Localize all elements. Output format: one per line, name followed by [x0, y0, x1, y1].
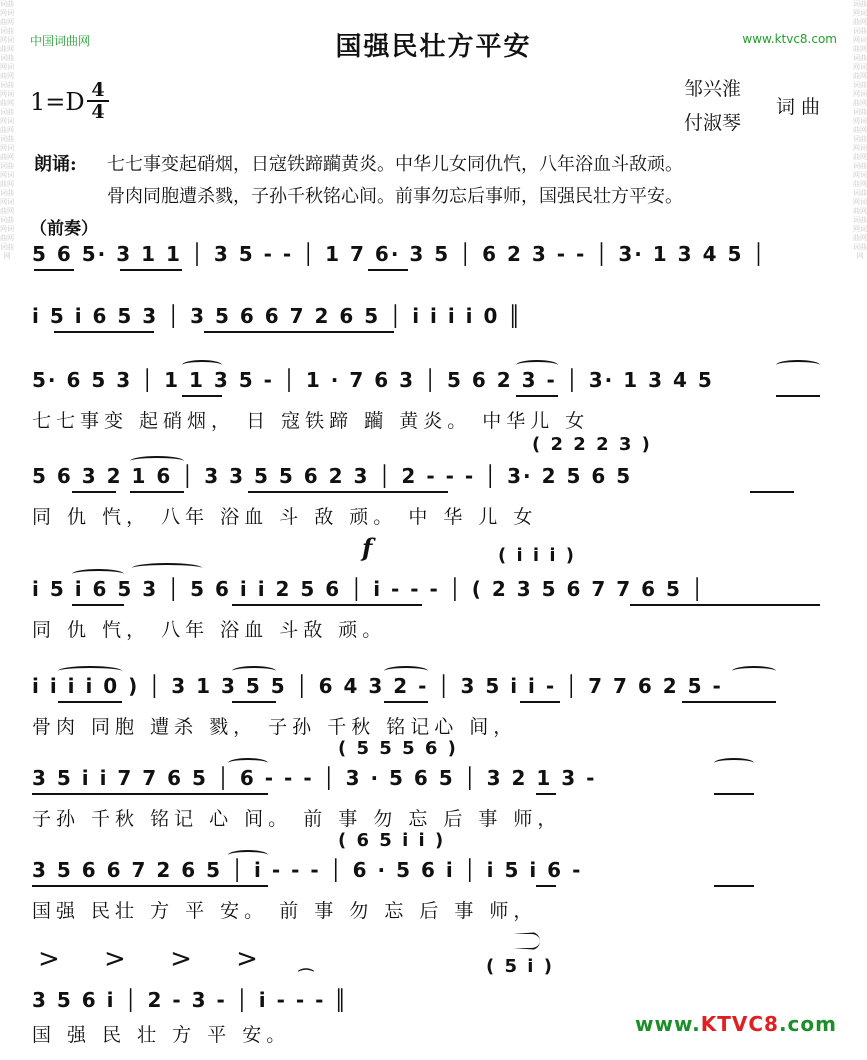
row-notes: 5 6 5· 3 1 1 │ 3 5 - - │ 1 7 6· 3 5 │ 6 2 3 - - │ 3· 1 3 4 5 │ [32, 242, 767, 266]
row-lyrics: 同 仇 忾， 八年 浴血 斗 敌 顽。 中 华 儿 女 [32, 506, 538, 528]
recitation-line-2: 骨肉同胞遭杀戮，子孙千秋铭心间。前事勿忘后事师，国强民壮方平安。 [107, 186, 683, 207]
parenthetical-notes: ( 5 i ) [486, 956, 554, 977]
time-signature-top: 4 [87, 80, 109, 102]
row-lyrics: 子孙 千秋 铭记 心 间。 前 事 勿 忘 后 事 师， [32, 808, 562, 830]
logo-prefix: www. [634, 1012, 701, 1036]
key-signature: 1=D [30, 88, 85, 116]
underline [182, 395, 222, 397]
parenthetical-notes: ( 6 5 i i ) [338, 830, 446, 851]
row-lyrics: 国强 民壮 方 平 安。 前 事 勿 忘 后 事 师， [32, 900, 538, 922]
score-row-5 [32, 533, 838, 655]
parenthetical-notes: ( 5 5 5 6 ) [338, 738, 458, 759]
row-lyrics: 骨肉 同胞 遭杀 戮， 子孙 千秋 铭记心 间， [32, 716, 518, 738]
accent-marks: > > > > [38, 944, 276, 974]
score-row-3 [32, 366, 838, 446]
underline [714, 885, 754, 887]
logo-suffix: .com [778, 1012, 837, 1036]
score-row-2 [32, 302, 838, 342]
slur [132, 563, 202, 573]
underline [630, 604, 820, 606]
row-notes: i 5 i 6 5 3 │ 3 5 6 6 7 2 6 5 │ i i i i 0 ║ [32, 304, 523, 328]
ktvc8-logo[interactable] [635, 1012, 837, 1036]
underline [32, 793, 268, 795]
underline [232, 604, 422, 606]
credit-label: 词曲 [776, 96, 827, 118]
underline [714, 793, 754, 795]
row-notes: 5 6 3 2 1 6 │ 3 3 5 5 6 2 3 │ 2 - - - │ 3· 2 5 6 5 [32, 464, 633, 488]
site-url-right[interactable]: www.ktvc8.com [742, 32, 837, 46]
underline [34, 269, 74, 271]
underline [536, 885, 556, 887]
author-2: 付淑琴 [684, 112, 742, 134]
row-notes: 5· 6 5 3 │ 1 1 3 5 - │ 1 · 7 6 3 │ 5 6 2 3 - │ 3· 1 3 4 5 [32, 368, 714, 392]
logo-brand: KTVC8 [700, 1012, 779, 1036]
underline [776, 395, 820, 397]
row-lyrics: 国 强 民 壮 方 平 安。 [32, 1024, 291, 1046]
right-watermark-strip: 词曲网词曲网词曲网词曲网词曲网词曲网词曲网词曲网词曲网词曲网词曲网词曲网词曲网词曲网词曲网词曲网词曲网词曲网词曲网 [853, 0, 867, 260]
underline [120, 269, 182, 271]
underline [536, 793, 556, 795]
recitation-line-1: 七七事变起硝烟，日寇铁蹄躏黄炎。中华儿女同仇忾，八年浴血斗敌顽。 [107, 154, 683, 175]
row-lyrics: 同 仇 忾， 八年 浴血 斗敌 顽。 [32, 619, 387, 641]
recitation-label: 朗诵: [34, 154, 77, 175]
underline [54, 331, 154, 333]
score-row-4 [32, 434, 838, 542]
underline [520, 701, 560, 703]
underline [682, 701, 776, 703]
site-name-left[interactable]: 中国词曲网 [30, 34, 91, 48]
time-signature-bottom: 4 [91, 101, 105, 123]
fermata: ⌒ [298, 967, 315, 986]
underline [368, 269, 408, 271]
underline [204, 331, 394, 333]
parenthetical-notes: ( i i i ) [498, 545, 577, 566]
forte-mark: f [362, 533, 373, 562]
song-title: 国强民壮方平安 [335, 32, 532, 62]
row-notes: 3 5 i i 7 7 6 5 │ 6 - - - │ 3 · 5 6 5 │ 3 2 1 3 - [32, 766, 597, 790]
row-lyrics: 七七事变 起硝烟， 日 寇铁蹄 躏 黄炎。 中华儿 女 [32, 410, 590, 432]
author-1: 邹兴淮 [684, 78, 742, 100]
underline [516, 395, 558, 397]
score-row-8 [32, 830, 838, 936]
underline [72, 491, 116, 493]
underline [232, 701, 276, 703]
time-signature [87, 80, 109, 122]
parenthetical-notes: ( 2 2 2 3 ) [532, 434, 652, 455]
prelude-label: （前奏） [30, 219, 98, 239]
underline [384, 701, 428, 703]
underline [130, 491, 184, 493]
left-watermark-strip: 词曲网词曲网词曲网词曲网词曲网词曲网词曲网词曲网词曲网词曲网词曲网词曲网词曲网词曲网词曲网词曲网词曲网词曲网词曲网 [0, 0, 14, 260]
underline [750, 491, 794, 493]
row-notes: 3 5 6 6 7 2 6 5 │ i - - - │ 6 · 5 6 i │ i 5 i 6 - [32, 858, 583, 882]
row-notes: 3 5 6 i │ 2 - 3 - │ i - - - ║ [32, 988, 349, 1012]
underline [72, 604, 124, 606]
row-notes: i i i i 0 ) │ 3 1 3 5 5 │ 6 4 3 2 - │ 3 5 i i - │ 7 7 6 2 5 - [32, 674, 723, 698]
row-notes: i 5 i 6 5 3 │ 5 6 i i 2 5 6 │ i - - - │ ( 2 3 5 6 7 7 6 5 │ [32, 577, 705, 601]
score-row-1 [32, 240, 838, 280]
underline [58, 701, 122, 703]
underline [32, 885, 268, 887]
underline [248, 491, 448, 493]
